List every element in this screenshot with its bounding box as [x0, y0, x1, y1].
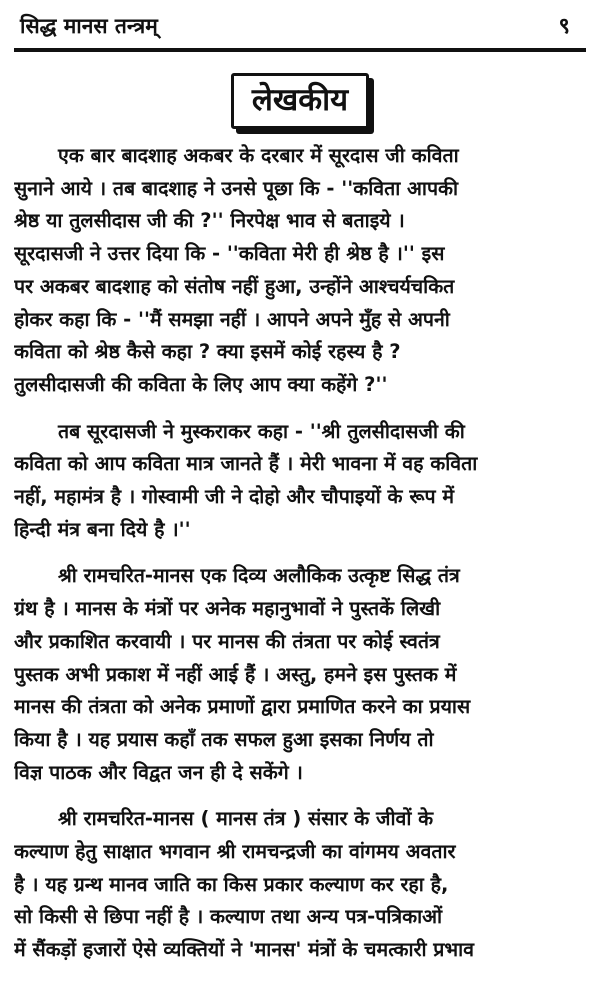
- text-line: सुनाने आये । तब बादशाह ने उनसे पूछा कि - ''कविता आपकी: [14, 176, 459, 200]
- text-line: एक बार बादशाह अकबर के दरबार में सूरदास जी कविता: [58, 144, 459, 167]
- text-line: कविता को आप कविता मात्र जानते हैं । मेरी भावना में वह कविता: [14, 452, 478, 476]
- text-line: तब सूरदासजी ने मुस्कराकर कहा - ''श्री तुलसीदासजी की: [58, 419, 465, 443]
- text-line: है । यह ग्रन्थ मानव जाति का किस प्रकार कल्याण कर रहा है,: [14, 872, 449, 896]
- text-line: सो किसी से छिपा नहीं है । कल्याण तथा अन्य पत्र-पत्रिकाओं: [14, 905, 443, 929]
- text-line: मानस की तंत्रता को अनेक प्रमाणों द्वारा प्रमाणित करने का प्रयास: [14, 695, 471, 719]
- paragraph-4: [14, 803, 584, 967]
- paragraph-1: [14, 140, 584, 402]
- page-number: ९: [558, 14, 570, 39]
- body-text: [14, 140, 584, 981]
- text-line: पर अकबर बादशाह को संतोष नहीं हुआ, उन्होंने आश्चर्यचकित: [14, 274, 455, 298]
- text-line: कल्याण हेतु साक्षात भगवान श्री रामचन्द्रजी का वांगमय अवतार: [14, 840, 456, 864]
- text-line: कविता को श्रेष्ठ कैसे कहा ? क्या इसमें कोई रहस्य है ?: [14, 340, 401, 364]
- paragraph-2: [14, 416, 584, 547]
- text-line: विज्ञ पाठक और विद्वत जन ही दे सकेंगे ।: [14, 760, 303, 784]
- text-line: तुलसीदासजी की कविता के लिए आप क्या कहेंगे ?'': [14, 372, 388, 396]
- text-line: नहीं, महामंत्र है । गोस्वामी जी ने दोहो और चौपाइयों के रूप में: [14, 485, 454, 509]
- running-header: [14, 4, 586, 52]
- text-line: और प्रकाशित करवायी । पर मानस की तंत्रता पर कोई स्वतंत्र: [14, 629, 440, 653]
- text-line: ग्रंथ है । मानस के मंत्रों पर अनेक महानुभावों ने पुस्तकें लिखी: [14, 597, 441, 621]
- section-heading: लेखकीय: [231, 73, 369, 129]
- text-line: में सैंकड़ों हजारों ऐसे व्यक्तियों ने 'मानस' मंत्रों के चमत्कारी प्रभाव: [14, 938, 475, 962]
- text-line: सूरदासजी ने उत्तर दिया कि - ''कविता मेरी ही श्रेष्ठ है ।'' इस: [14, 242, 445, 266]
- text-line: किया है । यह प्रयास कहाँ तक सफल हुआ इसका निर्णय तो: [14, 727, 434, 751]
- text-line: पुस्तक अभी प्रकाश में नहीं आई हैं । अस्तु, हमने इस पुस्तक में: [14, 662, 457, 686]
- text-line: हिन्दी मंत्र बना दिये है ।'': [14, 517, 191, 541]
- section-heading-wrap: [0, 73, 600, 129]
- text-line: श्री रामचरित-मानस एक दिव्य अलौकिक उत्कृष्ट सिद्ध तंत्र: [58, 564, 460, 588]
- text-line: श्रेष्ठ या तुलसीदास जी की ?'' निरपेक्ष भाव से बताइये ।: [14, 209, 405, 233]
- text-line: श्री रामचरित-मानस ( मानस तंत्र ) संसार के जीवों के: [58, 807, 434, 831]
- book-title: सिद्ध मानस तन्त्रम्: [20, 14, 158, 38]
- paragraph-3: [14, 560, 584, 789]
- text-line: होकर कहा कि - ''मैं समझा नहीं । आपने अपने मुँह से अपनी: [14, 307, 450, 331]
